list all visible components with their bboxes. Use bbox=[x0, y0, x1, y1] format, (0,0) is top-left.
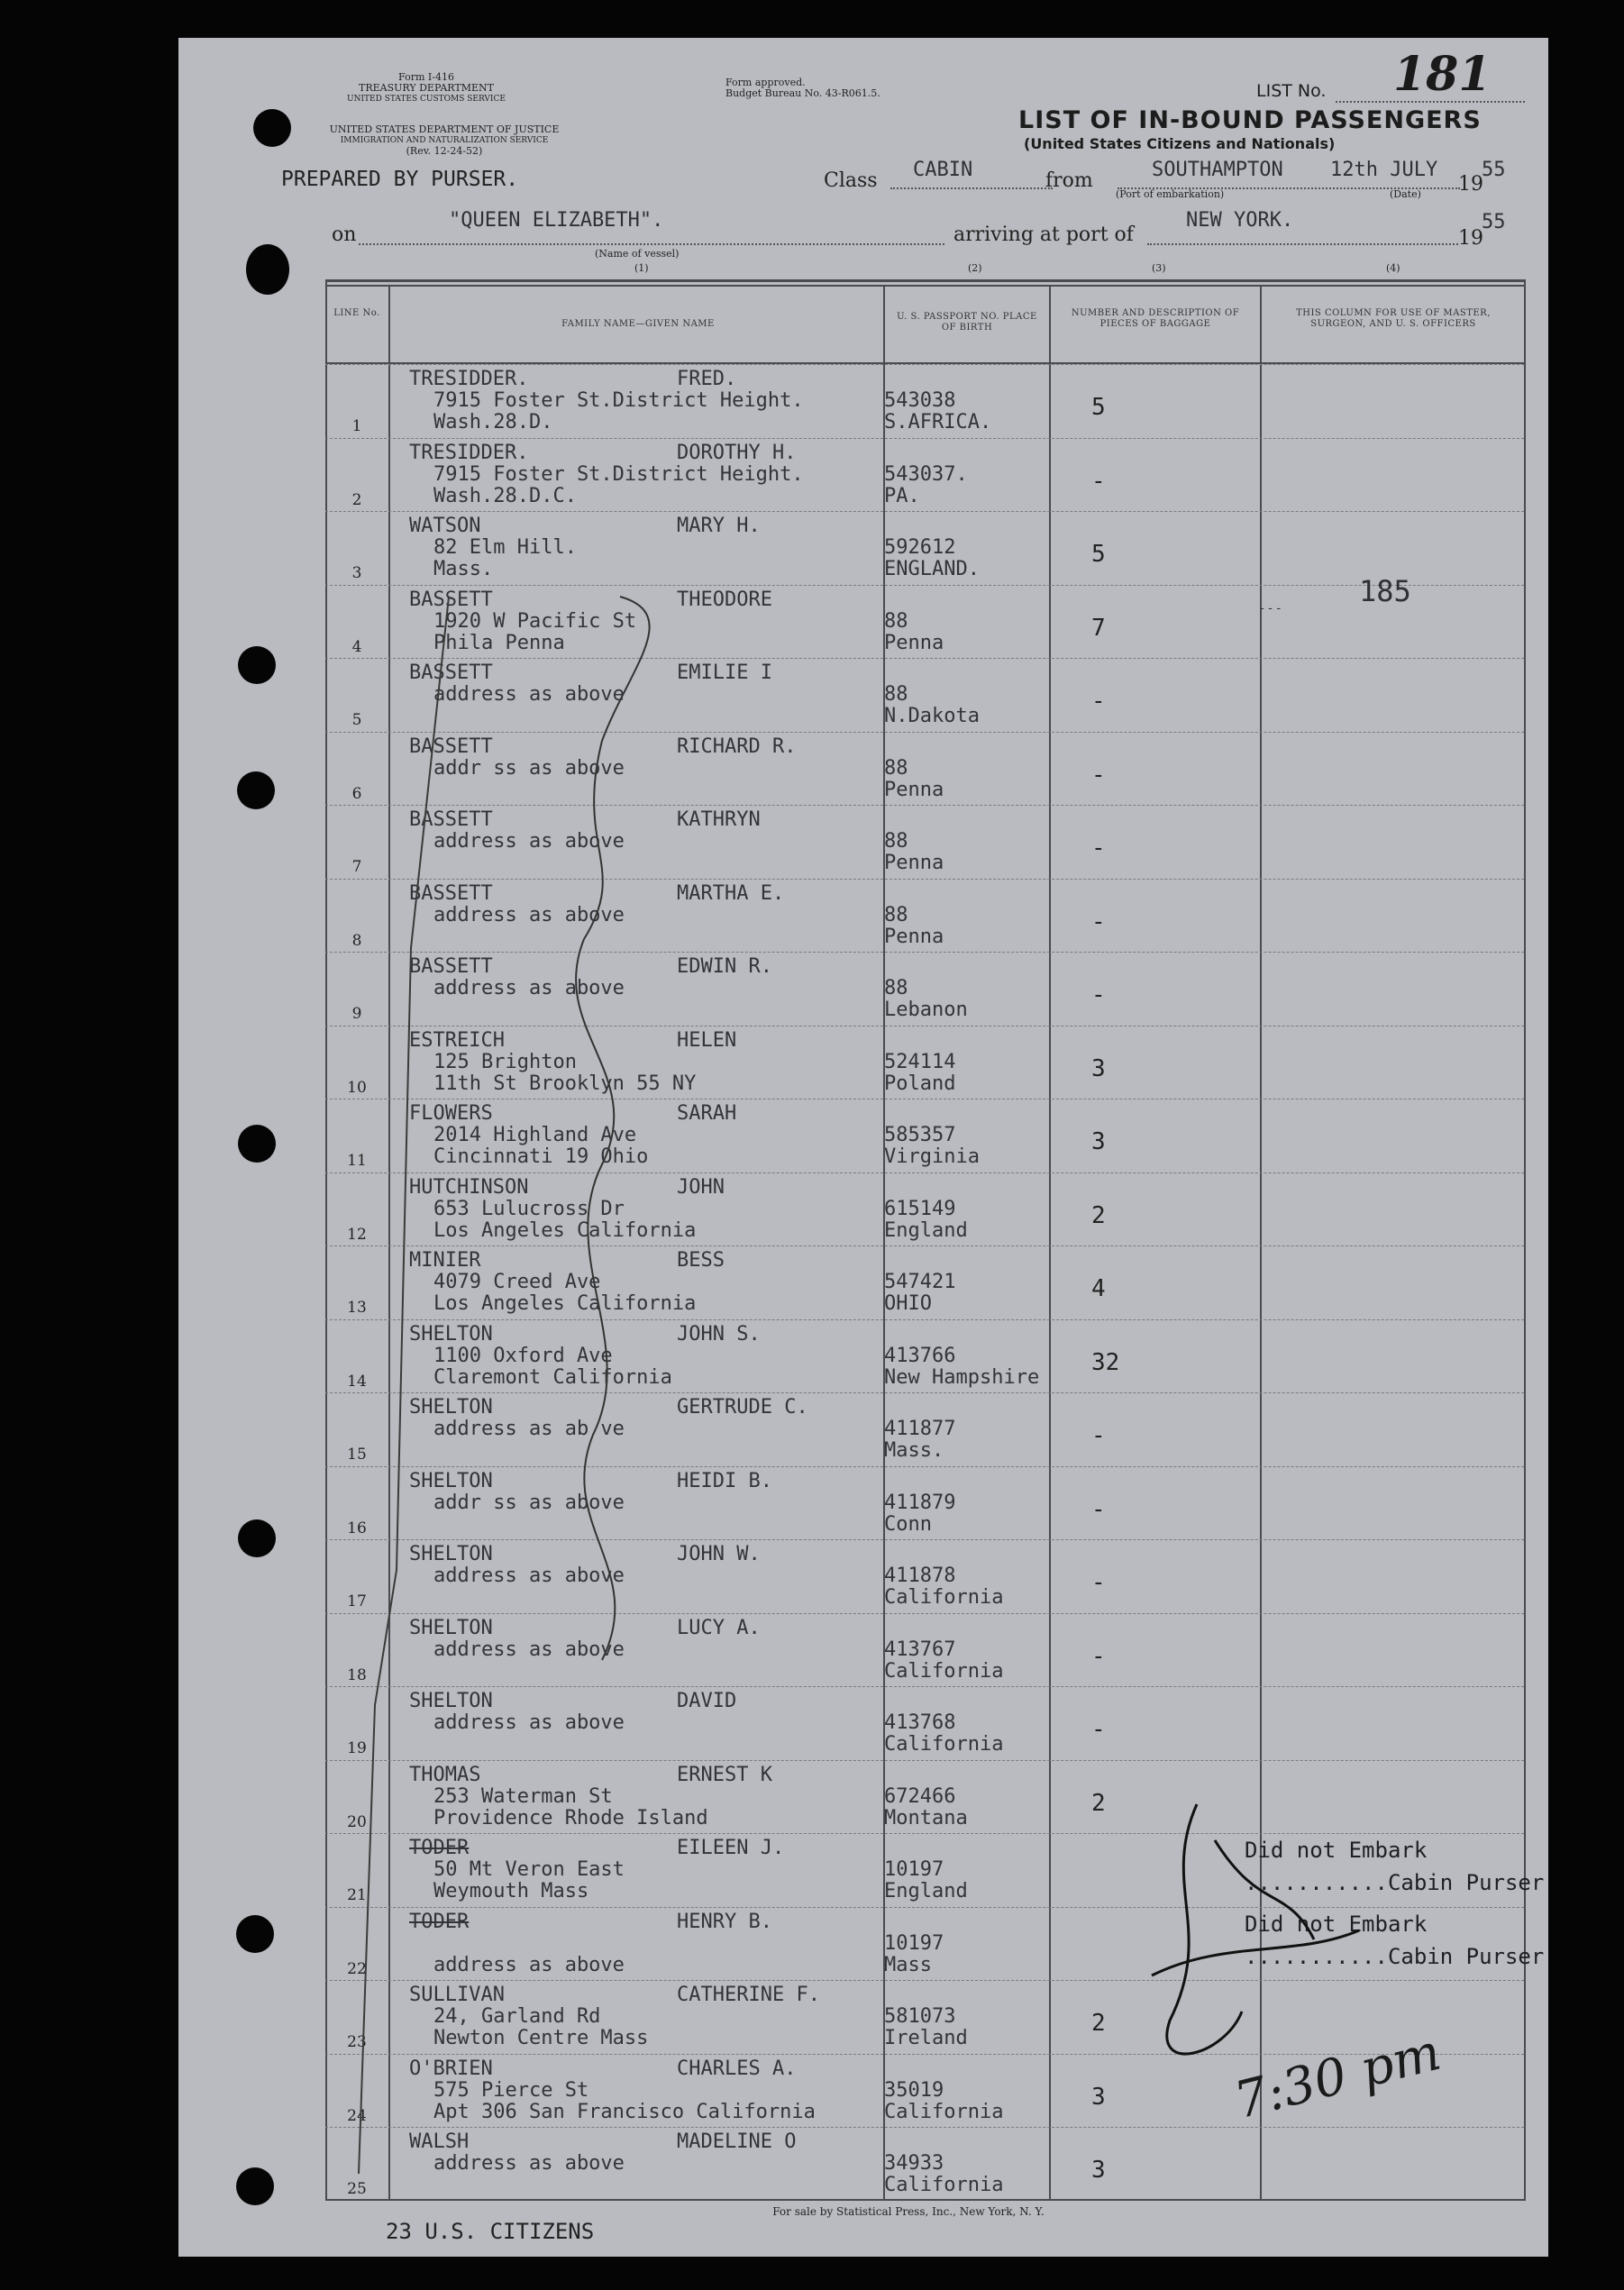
line-number: 14 bbox=[347, 1372, 367, 1391]
baggage-count: - bbox=[1091, 1495, 1106, 1523]
line-number: 7 bbox=[351, 858, 362, 876]
family-name: SULLIVAN bbox=[409, 1984, 505, 2006]
family-name: TRESIDDER. bbox=[409, 441, 529, 464]
baggage-count: - bbox=[1091, 761, 1106, 789]
address-line-1: address as above bbox=[433, 830, 625, 853]
place-of-birth: Penna bbox=[884, 852, 944, 874]
prepared-by: PREPARED BY PURSER. bbox=[281, 168, 519, 191]
baggage-count: 5 bbox=[1091, 541, 1106, 568]
address-line-1: address as above bbox=[433, 1711, 625, 1734]
passport-number: 543038 bbox=[884, 389, 956, 412]
given-name: MARY H. bbox=[677, 515, 761, 537]
family-name: BASSETT bbox=[409, 734, 493, 758]
line-number: 17 bbox=[347, 1592, 367, 1610]
line-number: 2 bbox=[351, 490, 362, 509]
form-page: Form I-416 TREASURY DEPARTMENT UNITED STATES CUSTOMS SERVICE UNITED STATES DEPARTMENT OF JUSTICE IMMIGRATION AND NATURALIZATION SERVICE (Rev. 12-24-52) Form approved. Budget Bureau No. 43-R061.5. LIST No. 181 LIST OF IN-BOUND PASSENGERS (United States Citizens and Nationals) PREPARED BY PURSER. Class CABIN from SOUTHAMPTON 12th JULY 19 55 (Port of embarkation) (Date) on "QUEEN ELIZABETH". (Name of vessel) arriving at port of NEW YORK. 19 55 (1) (2) (3) (4) LINE No. FAMILY NAME—GIVEN NAME U. S. PASSPORT NO. PLACE OF BIRTH NUMBER AND DESCRIPTION OF PIECES OF BAGGAGE THIS COLUMN FOR USE OF MASTER, SURGEON, AND U. S. OFFICERS 1 TRESIDDER. FRED. 7915 Foster St.District Height. Wash.28.D. 543038 S.AFRICA. 5 2 TRESIDDER. DOROTHY H. 7915 Foster St.District Height. Wash.28.D.C. 543037. PA. - 3 WATSON MARY H. 82 Elm Hill. Mass. 592612 ENGLAND. 5 4 BASSETT THEODORE 1920 W Pacific St Phila Penna 88 Penna 7 5 BASSETT EMILIE I address as above 88 N.Dakota - 6 BASSETT RICHARD R. addr ss as above 88 Penna - 7 BASSETT KATHRYN address as above 88 Penna - 8 BASSETT MARTHA E. address as above 88 Penna - 9 BASSETT EDWIN R. address as above 88 Lebanon - 10 ESTREICH HELEN 125 Brighton 11th St Brooklyn 55 NY 524114 Poland 3 11 FLOWERS SARAH 2014 Highland Ave Cincinnati 19 Ohio 585357 Virginia 3 12 HUTCHINSON JOHN 653 Lulucross Dr Los Angeles California 615149 England 2 13 MINIER BESS 4079 Creed Ave Los Angeles California 547421 OHIO 4 14 SHELTON JOHN S. 1100 Oxford Ave Claremont California 413766 New Hampshire 32 15 SHELTON GERTRUDE C. address as ab ve 411877 Mass. - 16 SHELTON HEIDI B. addr ss as above 411879 Conn - 17 SHELTON JOHN W. address as above 411878 California - 18 SHELTON LUCY A. address as above 413767 California - 19 SHELTON DAVID address as above 413768 California - 20 THOMAS ERNEST K 253 Waterman St Providence Rhode Island 672466 Montana 2 21 TODER EILEEN J. 50 Mt Veron East Weymouth Mass 10197 England Did not Embark ...........Cabin Purser 22 TODER HENRY B. address as above 10197 Mass Did not Embark ...........Cabin Purser 23 SULLIVAN CATHERINE F. 24, Garland Rd Newton Centre Mass 581073 Ireland 2 24 O'BRIEN CHARLES A. 575 Pierce St Apt 306 San Francisco California 35019 California 3 25 WALSH MADELINE O address as above 34933 California 3 185 - - - 7:30 pm For sale by Statistical Press, Inc., New York, N. Y. 23 U.S. CITIZENS bbox=[178, 38, 1548, 2257]
place-of-birth: England bbox=[884, 1880, 968, 1902]
col-num-1: (1) bbox=[634, 262, 649, 274]
given-name: MADELINE O bbox=[677, 2130, 797, 2153]
address-line-1: address as above bbox=[433, 1565, 625, 1587]
remark-cabin-purser: ...........Cabin Purser bbox=[1245, 1943, 1545, 1969]
given-name: MARTHA E. bbox=[677, 881, 785, 905]
given-name: JOHN W. bbox=[677, 1543, 761, 1565]
approval-line-2: Budget Bureau No. 43-R061.5. bbox=[725, 87, 880, 99]
place-of-birth: California bbox=[884, 2174, 1004, 2196]
passport-number: 581073 bbox=[884, 2005, 956, 2028]
address-line-2: Providence Rhode Island bbox=[433, 1806, 708, 1829]
passport-number: 543037. bbox=[884, 462, 968, 486]
vessel-caption: (Name of vessel) bbox=[595, 248, 680, 260]
address-line-1: address as above bbox=[433, 683, 625, 706]
family-name: WATSON bbox=[409, 515, 481, 537]
place-of-birth: Mass. bbox=[884, 1439, 944, 1462]
baggage-count: 2 bbox=[1091, 1789, 1106, 1817]
place-of-birth: ENGLAND. bbox=[884, 558, 980, 580]
baggage-count: 2 bbox=[1091, 1201, 1106, 1229]
place-of-birth: Virginia bbox=[884, 1145, 980, 1168]
address-line-1: 1920 W Pacific St bbox=[433, 609, 637, 633]
passport-number: 547421 bbox=[884, 1271, 956, 1293]
line-number: 11 bbox=[347, 1152, 367, 1170]
from-value: SOUTHAMPTON bbox=[1152, 159, 1283, 181]
family-name: WALSH bbox=[409, 2130, 470, 2153]
place-of-birth: California bbox=[884, 2100, 1004, 2123]
baggage-count: - bbox=[1091, 835, 1106, 862]
baggage-count: 4 bbox=[1091, 1275, 1106, 1302]
baggage-count: - bbox=[1091, 688, 1106, 715]
list-no-value: 181 bbox=[1393, 47, 1492, 102]
line-number: 24 bbox=[347, 2106, 367, 2125]
address-line-1: address as above bbox=[433, 2152, 625, 2175]
remark-did-not-embark: Did not Embark bbox=[1245, 1838, 1428, 1863]
place-of-birth: PA. bbox=[884, 484, 920, 507]
passport-number: 88 bbox=[884, 683, 908, 706]
passport-number: 34933 bbox=[884, 2152, 944, 2175]
address-line-1: 125 Brighton bbox=[433, 1050, 577, 1073]
address-line-1: 4079 Creed Ave bbox=[433, 1271, 601, 1293]
address-line-1: 1100 Oxford Ave bbox=[433, 1344, 613, 1367]
family-name: TRESIDDER. bbox=[409, 368, 529, 390]
header-line-no: LINE No. bbox=[333, 308, 380, 318]
passport-number: 10197 bbox=[884, 1931, 944, 1955]
line-number: 22 bbox=[347, 1959, 367, 1978]
family-name: SHELTON bbox=[409, 1396, 493, 1419]
line-number: 21 bbox=[347, 1886, 367, 1904]
address-line-1: 575 Pierce St bbox=[433, 2078, 589, 2102]
address-line-1: address as above bbox=[433, 977, 625, 999]
on-label: on bbox=[332, 224, 357, 246]
line-number: 8 bbox=[351, 931, 362, 950]
passport-number: 88 bbox=[884, 977, 908, 999]
given-name: LUCY A. bbox=[677, 1616, 761, 1639]
date-value: 12th JULY bbox=[1330, 159, 1438, 181]
place-of-birth: Conn bbox=[884, 1512, 932, 1536]
form-subtitle: (United States Citizens and Nationals) bbox=[1024, 135, 1336, 152]
year-prefix: 19 bbox=[1458, 173, 1483, 196]
passport-number: 672466 bbox=[884, 1784, 956, 1808]
family-name: FLOWERS bbox=[409, 1102, 493, 1125]
place-of-birth: England bbox=[884, 1218, 968, 1242]
address-line-2: Claremont California bbox=[433, 1365, 672, 1389]
family-name: O'BRIEN bbox=[409, 2057, 493, 2080]
footer-printer: For sale by Statistical Press, Inc., New York, N. Y. bbox=[772, 2205, 1045, 2218]
family-name: HUTCHINSON bbox=[409, 1175, 529, 1199]
handwritten-marks bbox=[178, 38, 1548, 2257]
family-name: MINIER bbox=[409, 1249, 481, 1272]
baggage-count: 3 bbox=[1091, 1128, 1106, 1155]
passport-number: 35019 bbox=[884, 2078, 944, 2102]
handwritten-time: 7:30 pm bbox=[1228, 2022, 1446, 2131]
address-line-1: 253 Waterman St bbox=[433, 1784, 613, 1808]
address-line-2: Los Angeles California bbox=[433, 1292, 697, 1315]
year2-prefix: 19 bbox=[1458, 227, 1483, 250]
address-line-2: address as above bbox=[433, 1953, 625, 1976]
passport-number: 413768 bbox=[884, 1711, 956, 1734]
given-name: EILEEN J. bbox=[677, 1837, 785, 1859]
address-line-2: Wash.28.D.C. bbox=[433, 484, 577, 507]
place-of-birth: Mass bbox=[884, 1953, 932, 1976]
address-line-1: 653 Lulucross Dr bbox=[433, 1197, 625, 1220]
given-name: DAVID bbox=[677, 1690, 737, 1712]
family-name: TODER bbox=[409, 1910, 470, 1933]
port-embark-caption: (Port of embarkation) bbox=[1116, 188, 1225, 200]
place-of-birth: Penna bbox=[884, 631, 944, 654]
passport-number: 88 bbox=[884, 609, 908, 633]
baggage-count: - bbox=[1091, 981, 1106, 1008]
family-name: BASSETT bbox=[409, 881, 493, 905]
line-number: 3 bbox=[351, 564, 362, 582]
family-name: TODER bbox=[409, 1837, 470, 1859]
line-number: 19 bbox=[347, 1739, 367, 1757]
form-number: Form I-416 bbox=[398, 71, 454, 83]
dept-customs: UNITED STATES CUSTOMS SERVICE bbox=[347, 95, 506, 104]
line-number: 20 bbox=[347, 1812, 367, 1831]
given-name: BESS bbox=[677, 1249, 725, 1272]
baggage-count: 7 bbox=[1091, 614, 1106, 642]
punch-hole bbox=[236, 1915, 274, 1953]
form-revision: (Rev. 12-24-52) bbox=[406, 145, 483, 157]
passport-number: 413767 bbox=[884, 1638, 956, 1661]
address-line-2: Wash.28.D. bbox=[433, 411, 553, 433]
col-num-2: (2) bbox=[968, 262, 982, 274]
col-num-4: (4) bbox=[1386, 262, 1400, 274]
address-line-1: addr ss as above bbox=[433, 1491, 625, 1514]
given-name: HELEN bbox=[677, 1028, 737, 1052]
passport-number: 411879 bbox=[884, 1491, 956, 1514]
remark-cabin-purser: ...........Cabin Purser bbox=[1245, 1870, 1545, 1895]
place-of-birth: California bbox=[884, 1586, 1004, 1609]
baggage-count: 32 bbox=[1091, 1348, 1120, 1376]
punch-hole bbox=[238, 646, 276, 684]
baggage-count: 3 bbox=[1091, 2157, 1106, 2184]
place-of-birth: Penna bbox=[884, 925, 944, 948]
officer-note: 185 bbox=[1359, 574, 1411, 608]
date-caption: (Date) bbox=[1390, 188, 1421, 200]
address-line-2: 11th St Brooklyn 55 NY bbox=[433, 1072, 697, 1095]
place-of-birth: California bbox=[884, 1733, 1004, 1756]
form-title: LIST OF IN-BOUND PASSENGERS bbox=[1018, 106, 1482, 134]
place-of-birth: California bbox=[884, 1659, 1004, 1683]
family-name: THOMAS bbox=[409, 1763, 481, 1786]
header-baggage: NUMBER AND DESCRIPTION OF PIECES OF BAGGAGE bbox=[1071, 308, 1240, 329]
family-name: BASSETT bbox=[409, 661, 493, 684]
header-passport: U. S. PASSPORT NO. PLACE OF BIRTH bbox=[897, 312, 1037, 333]
passport-number: 524114 bbox=[884, 1050, 956, 1073]
punch-hole bbox=[246, 244, 289, 295]
address-line-2: Phila Penna bbox=[433, 631, 565, 654]
passport-number: 413766 bbox=[884, 1344, 956, 1367]
address-line-1: address as above bbox=[433, 903, 625, 926]
line-number: 9 bbox=[351, 1005, 362, 1023]
passport-number: 411877 bbox=[884, 1418, 956, 1440]
punch-hole bbox=[253, 109, 291, 147]
line-number: 13 bbox=[347, 1299, 367, 1317]
family-name: ESTREICH bbox=[409, 1028, 505, 1052]
place-of-birth: Penna bbox=[884, 778, 944, 801]
place-of-birth: S.AFRICA. bbox=[884, 411, 992, 433]
address-line-1: address as ab ve bbox=[433, 1418, 625, 1440]
place-of-birth: OHIO bbox=[884, 1292, 932, 1315]
family-name: SHELTON bbox=[409, 1469, 493, 1492]
given-name: KATHRYN bbox=[677, 808, 761, 831]
dept-treasury: TREASURY DEPARTMENT bbox=[359, 82, 494, 94]
given-name: ERNEST K bbox=[677, 1763, 772, 1786]
footer-count: 23 U.S. CITIZENS bbox=[386, 2219, 595, 2244]
passport-number: 88 bbox=[884, 903, 908, 926]
passport-number: 615149 bbox=[884, 1197, 956, 1220]
given-name: HENRY B. bbox=[677, 1910, 772, 1933]
baggage-count: 5 bbox=[1091, 394, 1106, 421]
line-number: 18 bbox=[347, 1665, 367, 1684]
passport-number: 88 bbox=[884, 830, 908, 853]
line-number: 1 bbox=[351, 417, 362, 435]
header-name: FAMILY NAME—GIVEN NAME bbox=[561, 319, 715, 329]
address-line-1: 2014 Highland Ave bbox=[433, 1124, 637, 1146]
line-number: 25 bbox=[347, 2180, 367, 2198]
family-name: SHELTON bbox=[409, 1616, 493, 1639]
given-name: RICHARD R. bbox=[677, 734, 797, 758]
address-line-1: 82 Elm Hill. bbox=[433, 536, 577, 559]
given-name: SARAH bbox=[677, 1102, 737, 1125]
line-number: 23 bbox=[347, 2033, 367, 2051]
line-number: 5 bbox=[351, 711, 362, 729]
family-name: SHELTON bbox=[409, 1543, 493, 1565]
baggage-count: - bbox=[1091, 467, 1106, 495]
arrival-port: NEW YORK. bbox=[1186, 209, 1294, 232]
passport-number: 10197 bbox=[884, 1858, 944, 1881]
given-name: CATHERINE F. bbox=[677, 1984, 820, 2006]
list-no-label: LIST No. bbox=[1256, 81, 1327, 101]
place-of-birth: Lebanon bbox=[884, 999, 968, 1021]
class-label: Class bbox=[824, 169, 878, 192]
place-of-birth: New Hampshire bbox=[884, 1365, 1040, 1389]
line-number: 16 bbox=[347, 1519, 367, 1537]
address-line-1: address as above bbox=[433, 1638, 625, 1661]
punch-hole bbox=[238, 1519, 276, 1557]
dept-immigration: IMMIGRATION AND NATURALIZATION SERVICE bbox=[340, 136, 549, 145]
address-line-2: Apt 306 San Francisco California bbox=[433, 2100, 816, 2123]
passport-number: 411878 bbox=[884, 1565, 956, 1587]
baggage-count: 3 bbox=[1091, 2083, 1106, 2111]
dept-justice: UNITED STATES DEPARTMENT OF JUSTICE bbox=[329, 123, 560, 135]
punch-hole bbox=[238, 1125, 276, 1163]
place-of-birth: Ireland bbox=[884, 2027, 968, 2049]
given-name: THEODORE bbox=[677, 588, 772, 611]
given-name: DOROTHY H. bbox=[677, 441, 797, 464]
address-line-2: Los Angeles California bbox=[433, 1218, 697, 1242]
passport-number: 88 bbox=[884, 756, 908, 780]
punch-hole bbox=[237, 771, 275, 809]
class-value: CABIN bbox=[913, 159, 973, 181]
baggage-count: - bbox=[1091, 1422, 1106, 1449]
baggage-count: 3 bbox=[1091, 1054, 1106, 1082]
family-name: BASSETT bbox=[409, 955, 493, 978]
punch-hole bbox=[236, 2167, 274, 2205]
given-name: JOHN S. bbox=[677, 1322, 761, 1346]
line-number: 4 bbox=[351, 637, 362, 656]
family-name: SHELTON bbox=[409, 1690, 493, 1712]
address-line-2: Newton Centre Mass bbox=[433, 2027, 649, 2049]
passport-number: 592612 bbox=[884, 536, 956, 559]
place-of-birth: Montana bbox=[884, 1806, 968, 1829]
from-label: from bbox=[1045, 169, 1093, 192]
line-number: 12 bbox=[347, 1225, 367, 1244]
baggage-count: - bbox=[1091, 1716, 1106, 1743]
year-value: 55 bbox=[1482, 159, 1506, 181]
remark-did-not-embark: Did not Embark bbox=[1245, 1911, 1428, 1937]
col-num-3: (3) bbox=[1152, 262, 1166, 274]
line-number: 15 bbox=[347, 1446, 367, 1464]
address-line-2: Mass. bbox=[433, 558, 494, 580]
given-name: HEIDI B. bbox=[677, 1469, 772, 1492]
given-name: CHARLES A. bbox=[677, 2057, 797, 2080]
place-of-birth: N.Dakota bbox=[884, 705, 980, 727]
given-name: EDWIN R. bbox=[677, 955, 772, 978]
family-name: BASSETT bbox=[409, 808, 493, 831]
address-line-2: Cincinnati 19 Ohio bbox=[433, 1145, 649, 1168]
baggage-count: - bbox=[1091, 1642, 1106, 1670]
approval-line-1: Form approved. bbox=[725, 77, 806, 88]
address-line-1: 7915 Foster St.District Height. bbox=[433, 462, 804, 486]
baggage-count: - bbox=[1091, 908, 1106, 935]
year2-value: 55 bbox=[1482, 211, 1506, 233]
vessel-name: "QUEEN ELIZABETH". bbox=[449, 209, 664, 232]
address-line-1: 7915 Foster St.District Height. bbox=[433, 389, 804, 412]
baggage-count: 2 bbox=[1091, 2010, 1106, 2037]
address-line-1: addr ss as above bbox=[433, 756, 625, 780]
given-name: GERTRUDE C. bbox=[677, 1396, 808, 1419]
line-number: 6 bbox=[351, 784, 362, 803]
family-name: BASSETT bbox=[409, 588, 493, 611]
baggage-count: - bbox=[1091, 1569, 1106, 1596]
header-officers: THIS COLUMN FOR USE OF MASTER, SURGEON, AND U. S. OFFICERS bbox=[1296, 308, 1491, 329]
address-line-2: Weymouth Mass bbox=[433, 1880, 589, 1902]
address-line-1: 50 Mt Veron East bbox=[433, 1858, 625, 1881]
place-of-birth: Poland bbox=[884, 1072, 956, 1095]
family-name: SHELTON bbox=[409, 1322, 493, 1346]
passport-number: 585357 bbox=[884, 1124, 956, 1146]
line-number: 10 bbox=[347, 1078, 367, 1097]
given-name: JOHN bbox=[677, 1175, 725, 1199]
arriving-label: arriving at port of bbox=[953, 224, 1134, 246]
given-name: EMILIE I bbox=[677, 661, 772, 684]
address-line-1: 24, Garland Rd bbox=[433, 2005, 601, 2028]
given-name: FRED. bbox=[677, 368, 737, 390]
